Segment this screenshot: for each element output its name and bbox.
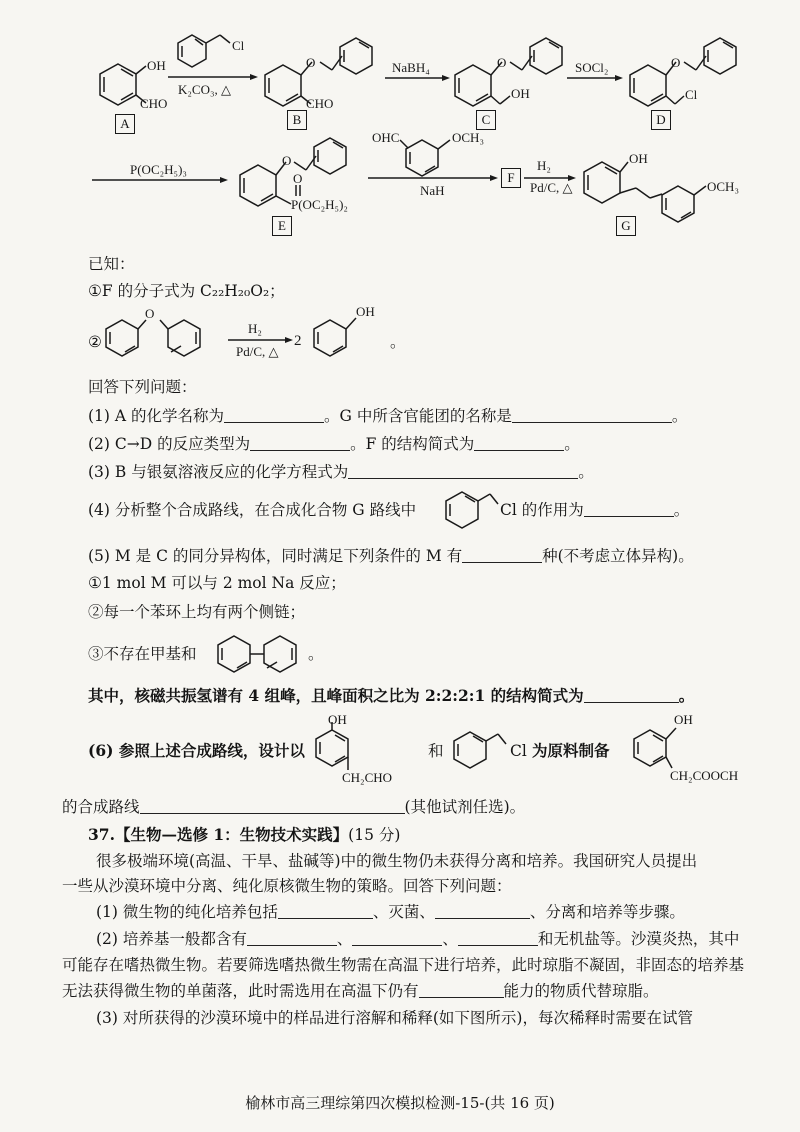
bio-p1: 很多极端环境(高温、干旱、盐碱等)中的微生物仍未获得分离和培养。我国研究人员提出 bbox=[96, 852, 698, 870]
compound-c-structure bbox=[455, 38, 562, 106]
label-f: F bbox=[501, 168, 521, 188]
e-o-label: O bbox=[282, 153, 292, 168]
bio-q1-blank-2[interactable] bbox=[435, 902, 530, 919]
label-d: D bbox=[651, 110, 671, 130]
bio-q2-blank-3[interactable] bbox=[458, 929, 538, 946]
q6-target-product bbox=[634, 728, 676, 768]
q4-benzyl-chloride bbox=[446, 492, 498, 528]
reagent-benzyl-chloride bbox=[178, 35, 245, 67]
q1-blank-1[interactable] bbox=[224, 406, 324, 423]
q2-text-c: 。 bbox=[564, 435, 580, 453]
q1-text-b: 。G 中所含官能团的名称是 bbox=[324, 407, 512, 425]
q5-biphenyl bbox=[218, 636, 296, 672]
q6-blank[interactable] bbox=[140, 797, 405, 814]
known-coefficient: 2 bbox=[294, 333, 302, 349]
reagent1-condition: K₂CO₃, △ bbox=[178, 82, 232, 97]
reagent2: NaBH₄ bbox=[392, 60, 430, 75]
known-item2-label: ② bbox=[88, 333, 102, 351]
bio-q3: (3) 对所获得的沙漠环境中的样品进行溶解和稀释(如下图所示)，每次稀释时需要在试管 bbox=[96, 1009, 693, 1027]
compound-e-structure bbox=[240, 138, 348, 212]
q4-cl: Cl bbox=[500, 501, 517, 519]
q5-text-a: (5) M 是 C 的同分异构体，同时满足下列条件的 M 有 bbox=[88, 547, 463, 565]
questions-intro: 回答下列问题： bbox=[88, 378, 197, 396]
reagent6-h2: H₂ bbox=[537, 158, 551, 173]
label-b: B bbox=[287, 110, 307, 130]
q6-text-d: (其他试剂任选)。 bbox=[404, 798, 526, 816]
q5-blank-1[interactable] bbox=[462, 546, 542, 563]
compound-a-structure bbox=[100, 58, 167, 111]
q5-condition-1: ①1 mol M 可以与 2 mol Na 反应； bbox=[88, 574, 346, 592]
label-c: C bbox=[476, 110, 496, 130]
bio-q2-blank-1[interactable] bbox=[247, 929, 337, 946]
bio-q1-a: (1) 微生物的纯化培养包括 bbox=[96, 903, 278, 921]
g-och3-label: OCH₃ bbox=[707, 179, 739, 194]
q2-blank-2[interactable] bbox=[474, 434, 564, 451]
q6-cl: Cl bbox=[510, 742, 527, 760]
d-cl-label: Cl bbox=[685, 87, 698, 102]
q5-text-d-end: 。 bbox=[678, 686, 695, 705]
q5-condition-2: ②每一个苯环上均有两个侧链； bbox=[88, 603, 306, 621]
a-oh-label: OH bbox=[147, 58, 166, 73]
bio-q2-e: 能力的物质代替琼脂。 bbox=[503, 982, 659, 1000]
reagent5-och3: OCH₃ bbox=[452, 130, 484, 145]
page-footer: 榆林市高三理综第四次模拟检测-15-(共 16 页) bbox=[245, 1094, 555, 1112]
bio-q2-b: 和无机盐等。沙漠炎热，其中 bbox=[537, 930, 740, 948]
reagent6-condition: Pd/C, △ bbox=[530, 180, 573, 195]
q6-text-c: 的合成路线 bbox=[62, 798, 140, 816]
arrow-3-head bbox=[615, 75, 623, 81]
bio-q1-b: 、灭菌、 bbox=[372, 903, 435, 921]
q5-nmr-question bbox=[88, 686, 694, 706]
known-oh-label: OH bbox=[356, 304, 375, 319]
compound-d-structure bbox=[630, 38, 736, 106]
q4-text-a: (4) 分析整个合成路线，在合成化合物 G 路线中 bbox=[88, 501, 417, 519]
bio-q2-continued bbox=[62, 981, 659, 1001]
e-po-label: O bbox=[293, 171, 303, 186]
q3-text-b: 。 bbox=[578, 463, 594, 481]
q5-condition-3-end: 。 bbox=[308, 645, 324, 663]
q6-and: 和 bbox=[428, 742, 444, 760]
a-cho-label: CHO bbox=[140, 96, 168, 111]
bio-question-1 bbox=[96, 902, 685, 922]
bio-question-2 bbox=[96, 929, 739, 949]
g-oh-label: OH bbox=[629, 151, 648, 166]
q3-blank[interactable] bbox=[348, 462, 578, 479]
q1-blank-2[interactable] bbox=[512, 406, 672, 423]
q6-oh-2: OH bbox=[674, 712, 693, 727]
e-phosphonate-label: P(OC₂H₅)₂ bbox=[291, 197, 348, 212]
known-diphenyl-ether-reaction bbox=[106, 304, 375, 359]
label-g: G bbox=[616, 216, 636, 236]
compound-g-structure bbox=[584, 151, 739, 222]
q6-text-b: 为原料制备 bbox=[532, 741, 610, 760]
reagent1-cl: Cl bbox=[232, 38, 245, 53]
arrow-1-head bbox=[250, 74, 258, 80]
q6-ch2cooch: CH₂COOCH bbox=[670, 768, 739, 783]
q4-text-b: 的作用为 bbox=[521, 501, 584, 519]
q6-benzyl-chloride bbox=[454, 732, 506, 768]
q5-blank-2[interactable] bbox=[584, 686, 679, 703]
b-o-label: O bbox=[306, 55, 316, 70]
q5-text-b: 种(不考虑立体异构)。 bbox=[542, 547, 694, 565]
known-item2-end: 。 bbox=[390, 333, 406, 351]
bio-q2-blank-2[interactable] bbox=[352, 929, 442, 946]
q2-blank-1[interactable] bbox=[250, 434, 350, 451]
c-o-label: O bbox=[497, 55, 507, 70]
bio-q1-blank-1[interactable] bbox=[278, 902, 373, 919]
question-3 bbox=[88, 462, 594, 482]
bio-p1b: 一些从沙漠环境中分离、纯化原核微生物的策略。回答下列问题： bbox=[62, 877, 512, 895]
q6-oh-1: OH bbox=[328, 712, 347, 727]
q5-condition-3: ③不存在甲基和 bbox=[88, 645, 197, 663]
label-e: E bbox=[272, 216, 292, 236]
bio-q2-sep1: 、 bbox=[336, 930, 353, 948]
bio-score: (15 分) bbox=[348, 826, 401, 844]
question-4 bbox=[88, 500, 416, 520]
question-4-tail bbox=[500, 500, 689, 520]
question-5 bbox=[88, 546, 694, 566]
q5-text-d: 其中，核磁共振氢谱有 4 组峰，且峰面积之比为 2:2:2:1 的结构简式为 bbox=[88, 686, 584, 705]
q1-text-c: 。 bbox=[671, 407, 688, 425]
bio-heading: 37.【生物—选修 1：生物技术实践】 bbox=[88, 825, 349, 844]
q6-ch2cho: CH₂CHO bbox=[342, 770, 393, 785]
q6-starting-material bbox=[316, 722, 348, 770]
bio-q2-blank-4[interactable] bbox=[419, 981, 504, 998]
bio-q2-d: 无法获得微生物的单菌落，此时需选用在高温下仍有 bbox=[62, 982, 419, 1000]
known-condition: Pd/C, △ bbox=[236, 344, 279, 359]
known-item1: ①F 的分子式为 C₂₂H₂₀O₂； bbox=[88, 282, 285, 300]
question-2 bbox=[88, 434, 580, 454]
q4-text-c: 。 bbox=[673, 501, 690, 519]
c-oh-label: OH bbox=[511, 86, 530, 101]
known-title: 已知： bbox=[88, 255, 135, 273]
compound-b-structure bbox=[265, 38, 372, 111]
q3-text-a: (3) B 与银氨溶液反应的化学方程式为 bbox=[88, 463, 349, 481]
known-h2: H₂ bbox=[248, 321, 262, 336]
known-o-label: O bbox=[145, 306, 155, 321]
reagent-3-methoxybenzaldehyde bbox=[372, 130, 484, 176]
q2-text-b: 。F 的结构简式为 bbox=[350, 435, 475, 453]
bio-q1-c: 、分离和培养等步骤。 bbox=[529, 903, 685, 921]
b-cho-label: CHO bbox=[306, 96, 334, 111]
reagent4: P(OC₂H₅)₃ bbox=[130, 162, 187, 177]
bio-q2-sep2: 、 bbox=[442, 930, 458, 948]
arrow-2-head bbox=[442, 75, 450, 81]
bio-q2-c: 可能存在嗜热微生物。若要筛选嗜热微生物需在高温下进行培养，此时琼脂不凝固，非固态的培养基 bbox=[62, 956, 745, 974]
q4-blank[interactable] bbox=[584, 500, 674, 517]
reagent3: SOCl₂ bbox=[575, 60, 609, 75]
bio-q2-a: (2) 培养基一般都含有 bbox=[96, 930, 247, 948]
q6-text-a: (6) 参照上述合成路线，设计以 bbox=[88, 741, 305, 760]
q2-text-a: (2) C→D 的反应类型为 bbox=[88, 435, 251, 453]
reagent5-ohc: OHC bbox=[372, 130, 400, 145]
question-1 bbox=[88, 406, 687, 426]
d-o-label: O bbox=[671, 55, 681, 70]
arrow-4-head bbox=[220, 177, 228, 183]
bio-heading-line bbox=[88, 825, 400, 845]
q6-route-line bbox=[62, 797, 525, 817]
q1-text-a: (1) A 的化学名称为 bbox=[88, 407, 225, 425]
label-a: A bbox=[115, 114, 135, 134]
arrow-5-head bbox=[490, 175, 498, 181]
reagent5-condition: NaH bbox=[420, 183, 445, 198]
